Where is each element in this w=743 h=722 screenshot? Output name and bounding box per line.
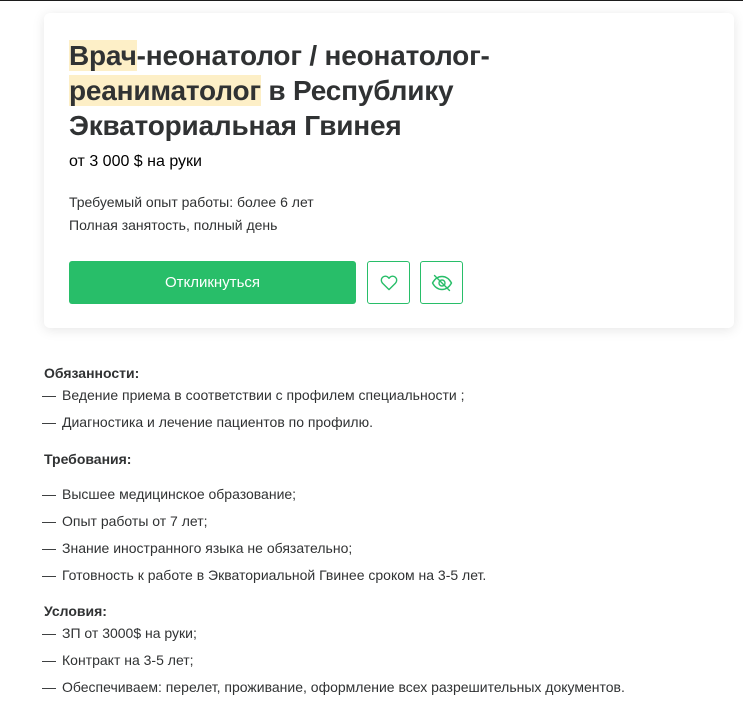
list-item: — Ведение приема в соответствии с профилем специальности ; bbox=[42, 387, 465, 403]
eye-off-icon bbox=[431, 274, 453, 292]
vacancy-card bbox=[44, 13, 734, 328]
list-item: — Диагностика и лечение пациентов по профилю. bbox=[42, 414, 373, 430]
vacancy-title bbox=[69, 38, 569, 143]
conditions-title: Условия: bbox=[44, 603, 107, 619]
title-highlight-2: реаниматолог bbox=[69, 75, 261, 106]
list-item: — Готовность к работе в Экваториальной Гвинее сроком на 3-5 лет. bbox=[42, 567, 487, 583]
hide-button[interactable] bbox=[420, 261, 463, 304]
duties-title: Обязанности: bbox=[44, 365, 140, 381]
title-text-1: -неонатолог / неонатолог- bbox=[136, 40, 490, 71]
top-border bbox=[0, 0, 743, 1]
respond-button[interactable]: Откликнуться bbox=[69, 261, 356, 304]
heart-icon bbox=[380, 275, 398, 291]
vacancy-experience: Требуемый опыт работы: более 6 лет bbox=[69, 194, 314, 210]
requirements-title: Требования: bbox=[44, 451, 132, 467]
list-item: — Высшее медицинское образование; bbox=[42, 486, 297, 502]
list-item: — Знание иностранного языка не обязательно; bbox=[42, 540, 353, 556]
list-item: — Опыт работы от 7 лет; bbox=[42, 513, 208, 529]
vacancy-salary: от 3 000 $ на руки bbox=[69, 153, 202, 170]
vacancy-employment: Полная занятость, полный день bbox=[69, 217, 278, 233]
list-item: — Контракт на 3-5 лет; bbox=[42, 652, 194, 668]
title-text-2: в Республику Экваториальная Гвинея bbox=[69, 75, 454, 141]
list-item: — Обеспечиваем: перелет, проживание, оформление всех разрешительных документов. bbox=[42, 679, 625, 695]
list-item: — ЗП от 3000$ на руки; bbox=[42, 625, 197, 641]
title-highlight-1: Врач bbox=[69, 40, 137, 71]
favorite-button[interactable] bbox=[367, 261, 410, 304]
